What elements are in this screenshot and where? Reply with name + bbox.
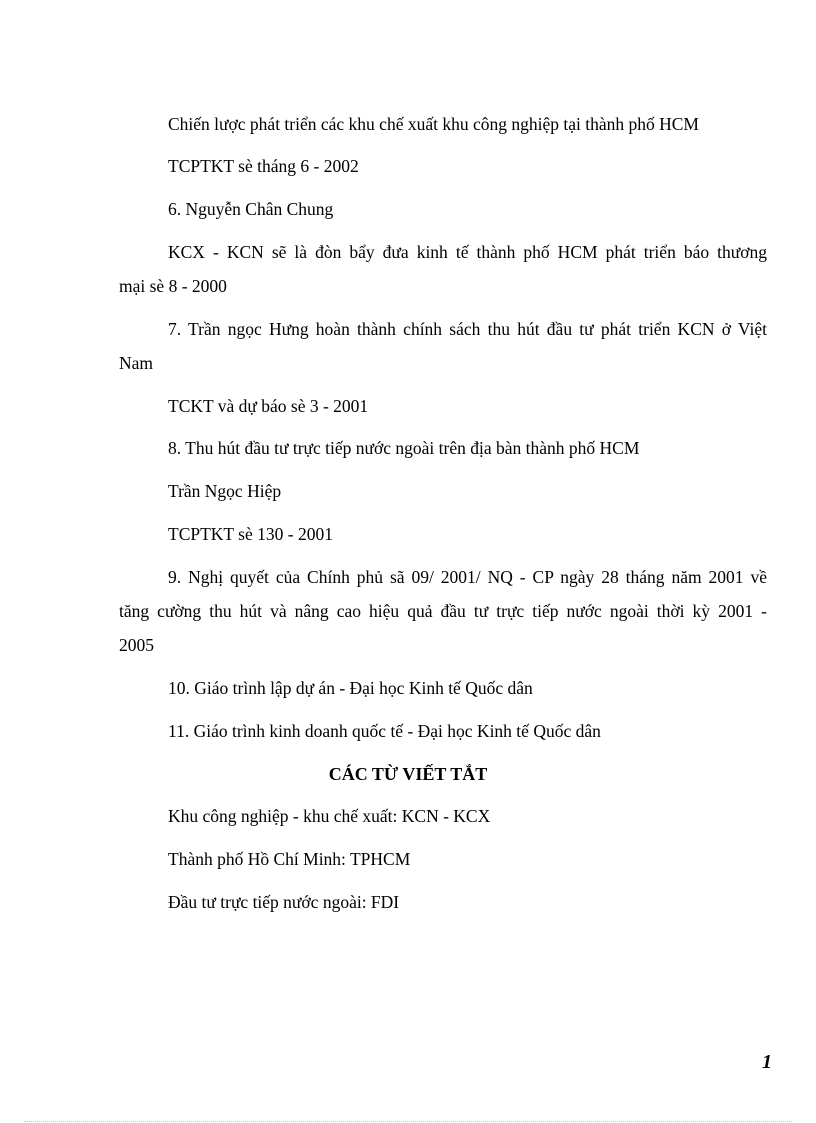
reference-5-source: TCPTKT sè tháng 6 - 2002 [168, 156, 359, 176]
abbreviation-item: Thành phố Hồ Chí Minh: TPHCM [168, 849, 411, 869]
reference-9-line1: 9. Nghị quyết của Chính phủ sã 09/ 2001/ NQ - CP ngày 28 tháng năm 2001 về [168, 567, 767, 587]
reference-9-line2: tăng cường thu hút và nâng cao hiệu quả đầu tư trực tiếp nước ngoài thời kỳ 2001 - [119, 601, 767, 621]
page-bottom-divider [24, 1121, 792, 1122]
reference-8-title: 8. Thu hút đầu tư trực tiếp nước ngoài trên địa bàn thành phố HCM [168, 438, 640, 458]
reference-11: 11. Giáo trình kinh doanh quốc tế - Đại học Kinh tế Quốc dân [168, 721, 601, 741]
reference-7-line1: 7. Trần ngọc Hưng hoàn thành chính sách thu hút đầu tư phát triển KCN ở Việt [168, 319, 767, 339]
abbreviation-item: Khu công nghiệp - khu chế xuất: KCN - KCX [168, 806, 491, 826]
reference-9-line3: 2005 [119, 635, 154, 655]
reference-5-title: Chiến lược phát triển các khu chế xuất khu công nghiệp tại thành phố HCM [168, 114, 699, 134]
reference-7-line2: Nam [119, 353, 154, 373]
abbreviations-heading: CÁC TỪ VIẾT TẮT [328, 764, 488, 784]
reference-8-source: TCPTKT sè 130 - 2001 [168, 524, 333, 544]
reference-6-author: 6. Nguyễn Chân Chung [168, 199, 334, 219]
reference-6-title-line1: KCX - KCN sẽ là đòn bẩy đưa kinh tế thành phố HCM phát triển báo thương [168, 242, 767, 262]
reference-6-title-line2: mại sè 8 - 2000 [119, 276, 227, 296]
page-number: 1 [762, 1051, 772, 1073]
reference-10: 10. Giáo trình lập dự án - Đại học Kinh tế Quốc dân [168, 678, 533, 698]
reference-7-source: TCKT và dự báo sè 3 - 2001 [168, 396, 369, 416]
reference-8-author: Trần Ngọc Hiệp [168, 481, 282, 501]
abbreviation-item: Đầu tư trực tiếp nước ngoài: FDI [168, 892, 400, 912]
